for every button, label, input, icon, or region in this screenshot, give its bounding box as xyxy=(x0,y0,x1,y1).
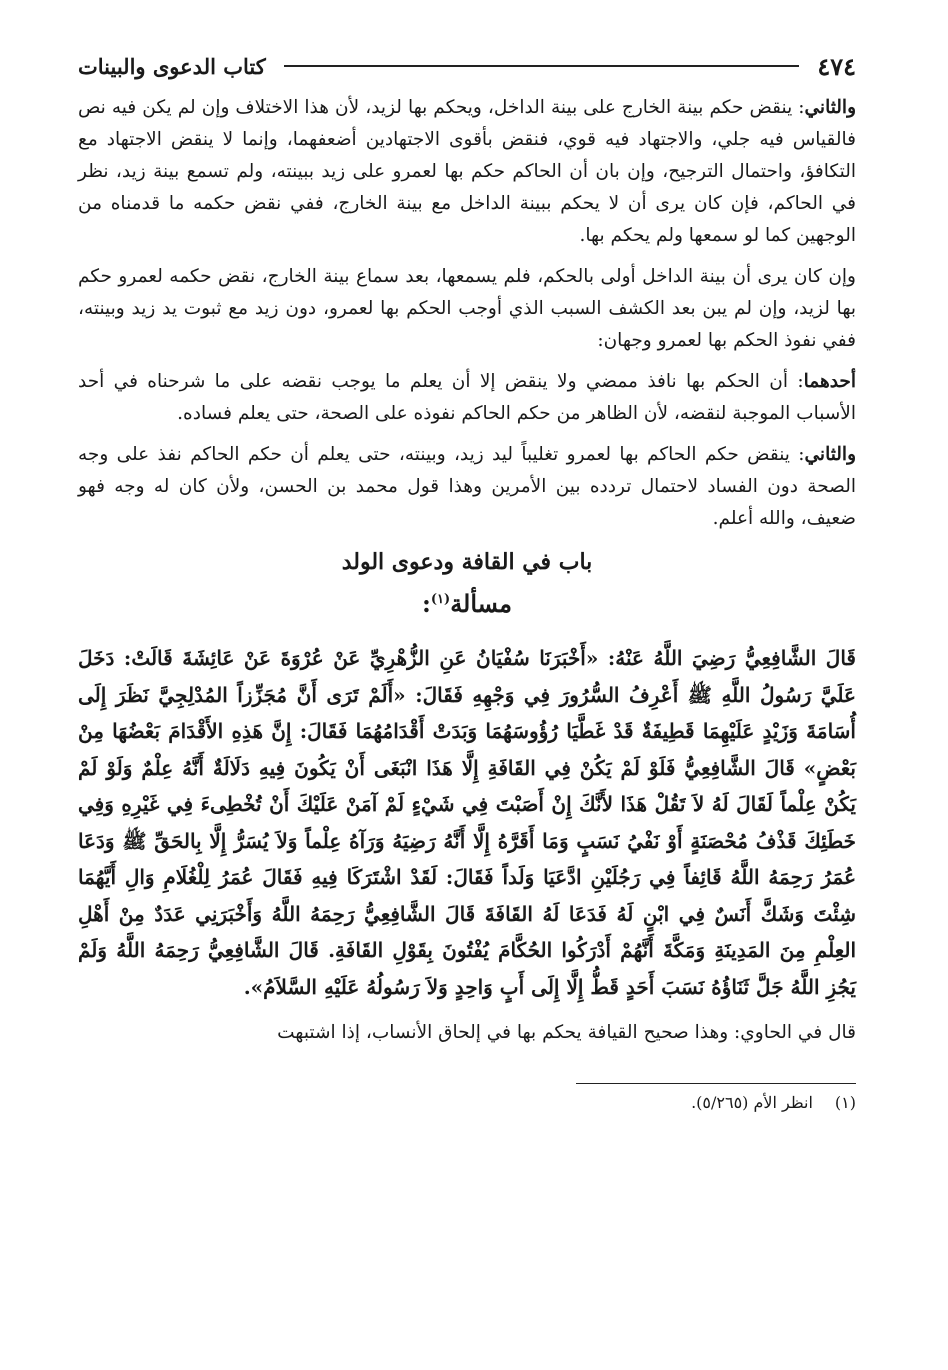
paragraph-text: : ينقض حكم بينة الخارج على بينة الداخل، ويحكم بها لزيد، لأن هذا الاختلاف وإن لم يكن فيه نص فالقياس فيه جلي، والاجتهاد فيه قوي، فنقض بأقوى الاجتهادين أضعفهما، وإنما لا ينقض الاجتهاد مع التكافؤ، واحتمال الترجيح، وإن بان أن الحاكم حكم بها لعمرو على زيد ببينته، ولم تسمع بينة زيد، نظر في الحاكم، فإن كان يرى أن لا يحكم ببينة الداخل مع بينة الخارج، ففي نقض حكمه ما قدمناه من الوجهين كما لو سمعها ولم يحكم بها. xyxy=(78,97,856,246)
footnote-text: انظر الأم (٥/٢٦٥). xyxy=(691,1093,813,1112)
paragraph-lead: والثاني xyxy=(804,97,856,118)
issue-heading-colon: : xyxy=(422,589,431,618)
header-rule xyxy=(284,65,800,67)
paragraph-text: : ينقض حكم الحاكم بها لعمرو تغليباً ليد زيد، وبينته، حتى يعلم أن حكم الحاكم نفذ على وجه الصحة دون الفساد لاحتمال تردده بين الأمرين وهذا قول محمد بن الحسن، ولأن كان له وجه فهو ضعيف، والله أعلم. xyxy=(78,444,856,529)
paragraph xyxy=(78,366,856,430)
quoted-text: قَالَ الشَّافِعِيُّ رَضِيَ اللَّهُ عَنْهُ: «أَخْبَرَنَا سُفْيَانُ عَنِ الزُّهْرِيِّ عَنْ عُرْوَةَ عَنْ عَائِشَةَ قَالَتْ: دَخَلَ عَلَيَّ رَسُولُ اللَّهِ ﷺ أَعْرِفُ السُّرُورَ فِي وَجْهِهِ فَقَالَ: «أَلَمْ تَرَى أَنَّ مُجَزِّزاً المُدْلِجِيَّ نَظَرَ إِلَى أُسَامَةَ وَزَيْدٍ عَلَيْهِمَا قَطِيفَةٌ قَدْ غَطَّيَا رُؤُوسَهُمَا وَبَدَتْ أَقْدَامُهُمَا فَقَالَ: إِنَّ هَذِهِ الأَقْدَامَ بَعْضُهَا مِنْ بَعْضٍ» قَالَ الشَّافِعِيُّ فَلَوْ لَمْ يَكُنْ فِي القَافَةِ إِلَّا هَذَا انْبَغَى أَنْ يَكُونَ فِيهِ دَلَالَةٌ أَنَّهُ عِلْمٌ وَلَوْ لَمْ يَكُنْ عِلْماً لَقَالَ لَهُ لاَ تَقُلْ هَذَا لأَنَّكَ إِنْ أَصَبْتَ فِي شَيْءٍ لَمْ آمَنْ عَلَيْكَ أَنْ تُخْطِىءَ فِي غَيْرِهِ وَفِي خَطَئِكَ قَذْفُ مُحْصَنَةٍ أَوْ نَفْيُ نَسَبٍ وَمَا أَقَرَّهُ إِلَّا أَنَّهُ رَضِيَهُ وَرَآهُ عِلْماً وَلاَ يُسَرُّ إِلَّا بِالحَقِّ ﷺ وَدَعَا عُمَرُ رَحِمَهُ اللَّهُ قَائِفاً فِي رَجُلَيْنِ ادَّعَيَا وَلَداً فَقَالَ: لَقَدْ اشْتَرَكَا فِيهِ فَقَالَ عُمَرُ لِلْغُلَامِ وَالِ أَيَّهُمَا شِئْتَ وَشَكَّ أَنَسٌ فِي ابْنٍ لَهُ فَدَعَا لَهُ القَافَةَ قَالَ الشَّافِعِيُّ رَحِمَهُ اللَّهُ وَأَخْبَرَنِي عَدَدٌ مِنْ أَهْلِ العِلْمِ مِنَ المَدِينَةِ وَمَكَّةَ أَنَّهُمْ أَدْرَكُوا الحُكَّامَ يُفْتُونَ بِقَوْلِ القَافَةِ. قَالَ الشَّافِعِيُّ رَحِمَهُ اللَّهُ وَلَمْ يَجُزِ اللَّهُ جَلَّ ثَنَاؤُهُ نَسَبَ أَحَدٍ قَطُّ إِلَّا إِلَى أَبٍ وَاحِدٍ وَلاَ رَسُولُهُ عَلَيْهِ السَّلاَمُ». xyxy=(78,646,856,999)
paragraph xyxy=(78,439,856,535)
paragraph-lead: أحدهما xyxy=(803,371,856,392)
paragraph xyxy=(78,261,856,357)
paragraph-text: وإن كان يرى أن بينة الداخل أولى بالحكم، فلم يسمعها، بعد سماع بينة الخارج، نقض حكمه لعمرو حكم بها لزيد، وإن لم يبن بعد الكشف السبب الذي أوجب الحكم بها لعمرو، دون زيد مع ثبوت يد زيد وبينته، ففي نفوذ الحكم بها لعمرو وجهان: xyxy=(78,266,856,351)
paragraph xyxy=(78,92,856,252)
footnote-marker: (١) xyxy=(430,592,451,607)
book-title: كتاب الدعوى والبينات xyxy=(78,53,266,79)
issue-heading-text: مسألة xyxy=(450,589,512,618)
footnote-rule xyxy=(576,1083,856,1084)
page-number: ٤٧٤ xyxy=(817,51,856,81)
issue-heading xyxy=(78,580,856,624)
closing-paragraph: قال في الحاوي: وهذا صحيح القيافة يحكم بها في إلحاق الأنساب، إذا اشتبهت xyxy=(277,1022,856,1043)
paragraph-lead: والثاني xyxy=(804,444,856,465)
footnote-number: (١) xyxy=(834,1093,856,1112)
page-header xyxy=(78,40,856,92)
footnote xyxy=(78,1090,856,1116)
paragraph-text: : أن الحكم بها نافذ ممضي ولا ينقض إلا أن يعلم ما يوجب نقضه على ما شرحناه في أحد الأسباب الموجبة لنقضه، لأن الظاهر من حكم الحاكم نفوذه على الصحة، حتى يعلم فساده. xyxy=(78,371,856,424)
chapter-heading: باب في القافة ودعوى الولد xyxy=(341,549,593,575)
